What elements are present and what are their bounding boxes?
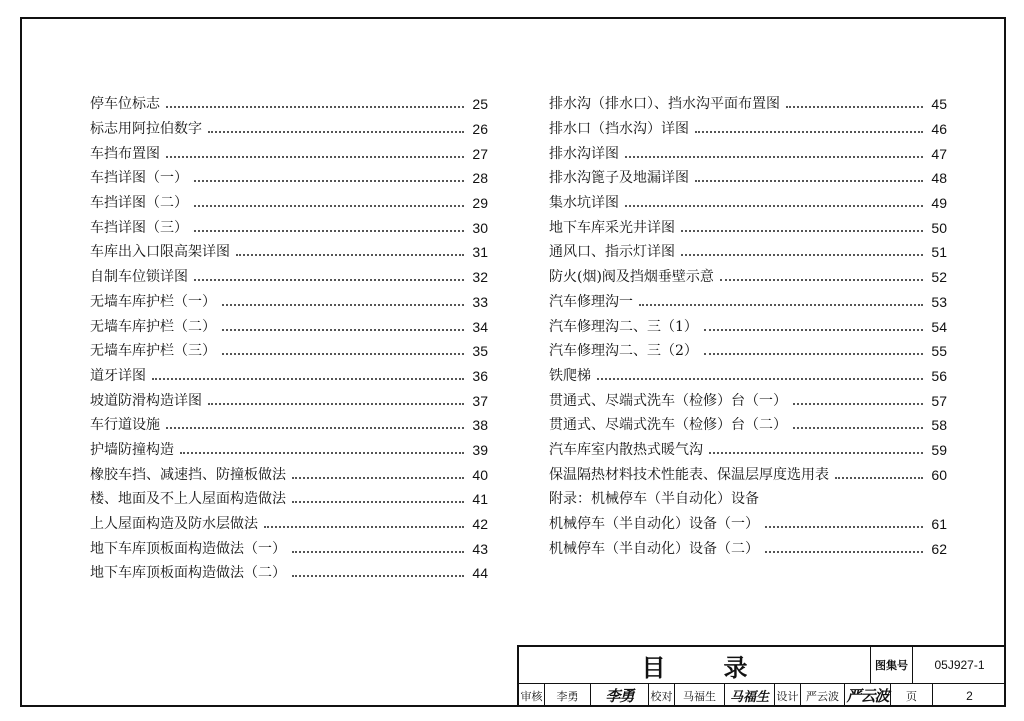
toc-entry: [90, 438, 488, 463]
toc-entry: [549, 117, 947, 142]
toc-entry: [549, 215, 947, 240]
toc-entry-page: 55: [931, 343, 947, 360]
toc-entry-title: 楼、地面及不上人屋面构造做法: [90, 491, 286, 508]
toc-entry-page: 41: [472, 491, 488, 508]
toc-leader-dots: [720, 279, 923, 281]
toc-entry-page: 52: [931, 269, 947, 286]
toc-entry-page: 48: [931, 170, 947, 187]
toc-entry-title: 排水口（挡水沟）详图: [549, 121, 689, 138]
toc-entry: [549, 487, 947, 512]
toc-leader-dots: [695, 131, 923, 133]
atlas-number: 05J927-1: [913, 647, 1006, 684]
toc-leader-dots: [625, 156, 923, 158]
toc-entry-page: 37: [472, 392, 488, 409]
toc-entry-page: 39: [472, 441, 488, 458]
toc-entry-title: 地下车库采光井详图: [549, 219, 675, 236]
toc-entry: [549, 413, 947, 438]
toc-entry-page: 43: [472, 540, 488, 557]
toc-entry-title: 自制车位锁详图: [90, 269, 188, 286]
toc-entry-page: 40: [472, 466, 488, 483]
toc-entry: [90, 240, 488, 265]
toc-leader-dots: [786, 106, 923, 108]
toc-entry-title: 无墙车库护栏（二）: [90, 318, 216, 335]
toc-entry: [90, 141, 488, 166]
reviewer-signature: 李勇: [591, 684, 649, 707]
toc-entry-page: 34: [472, 318, 488, 335]
toc-entry-title: 机械停车（半自动化）设备（二）: [549, 540, 759, 557]
design-label: 设计: [775, 684, 801, 707]
toc-entry-title: 车库出入口限高架详图: [90, 244, 230, 261]
toc-entry-title: 上人屋面构造及防水层做法: [90, 516, 258, 533]
toc-entry-title: 车挡详图（一）: [90, 170, 188, 187]
toc-entry-page: 54: [931, 318, 947, 335]
toc-left-column: [90, 92, 488, 586]
toc-entry-title: 贯通式、尽端式洗车（检修）台（一）: [549, 392, 787, 409]
toc-entry: [549, 364, 947, 389]
checker-name: 马福生: [675, 684, 725, 707]
toc-entry-title: 车挡详图（二）: [90, 195, 188, 212]
reviewer-name: 李勇: [545, 684, 591, 707]
page-number: 2: [966, 688, 973, 703]
toc-entry: [90, 166, 488, 191]
toc-leader-dots: [681, 254, 923, 256]
review-label: 审核: [519, 684, 545, 707]
toc-entry: [90, 117, 488, 142]
toc-entry-title: 铁爬梯: [549, 367, 591, 384]
toc-leader-dots: [152, 378, 464, 380]
check-label: 校对: [649, 684, 675, 707]
toc-entry-page: 53: [931, 293, 947, 310]
toc-leader-dots: [709, 452, 923, 454]
toc-entry-page: 42: [472, 516, 488, 533]
toc-leader-dots: [208, 131, 464, 133]
toc-leader-dots: [292, 477, 464, 479]
designer-signature: 严云波: [845, 684, 891, 707]
toc-entry: [90, 536, 488, 561]
toc-entry-title: 排水沟篦子及地漏详图: [549, 170, 689, 187]
toc-entry: [549, 339, 947, 364]
toc-leader-dots: [194, 279, 464, 281]
toc-entry-page: 26: [472, 121, 488, 138]
toc-leader-dots: [166, 106, 464, 108]
toc-entry-page: 58: [931, 417, 947, 434]
toc-entry-title: 无墙车库护栏（三）: [90, 343, 216, 360]
toc-entry: [90, 92, 488, 117]
page-label: 页: [891, 684, 933, 707]
toc-entry: [549, 141, 947, 166]
toc-entry-title: 排水沟（排水口）、挡水沟平面布置图: [549, 96, 780, 113]
toc-entry-title: 坡道防滑构造详图: [90, 392, 202, 409]
toc-leader-dots: [765, 526, 923, 528]
toc-entry-page: 33: [472, 293, 488, 310]
toc-leader-dots: [695, 180, 923, 182]
toc-entry-page: 25: [472, 96, 488, 113]
toc-entry: [549, 388, 947, 413]
toc-entry-title: 通风口、指示灯详图: [549, 244, 675, 261]
toc-entry-page: 62: [931, 540, 947, 557]
toc-entry: [549, 92, 947, 117]
toc-entry-page: 27: [472, 145, 488, 162]
toc-leader-dots: [166, 427, 464, 429]
toc-entry-page: 28: [472, 170, 488, 187]
sheet-title: 目录: [519, 647, 871, 684]
toc-entry-title: 汽车修理沟二、三（2）: [549, 343, 698, 360]
toc-leader-dots: [222, 329, 464, 331]
toc-entry-title: 地下车库顶板面构造做法（二）: [90, 565, 286, 582]
toc-leader-dots: [180, 452, 464, 454]
toc-entry-title: 集水坑详图: [549, 195, 619, 212]
toc-entry-page: 36: [472, 367, 488, 384]
toc-leader-dots: [292, 501, 464, 503]
toc-entry-page: 51: [931, 244, 947, 261]
toc-leader-dots: [765, 551, 923, 553]
toc-entry-page: 57: [931, 392, 947, 409]
toc-entry-title: 标志用阿拉伯数字: [90, 121, 202, 138]
toc-entry-page: 60: [931, 466, 947, 483]
toc-leader-dots: [681, 230, 923, 232]
toc-entry: [90, 413, 488, 438]
toc-entry: [549, 240, 947, 265]
toc-entry: [549, 290, 947, 315]
toc-leader-dots: [166, 156, 464, 158]
toc-entry-title: 附录：机械停车（半自动化）设备: [549, 491, 759, 508]
toc-leader-dots: [639, 304, 923, 306]
toc-entry-page: 35: [472, 343, 488, 360]
toc-entry-page: 44: [472, 565, 488, 582]
toc-entry-title: 护墙防撞构造: [90, 441, 174, 458]
toc-entry-page: 45: [931, 96, 947, 113]
toc-entry: [90, 339, 488, 364]
atlas-number-label: 图集号: [871, 647, 913, 684]
toc-entry: [549, 166, 947, 191]
toc-entry-title: 汽车修理沟二、三（1）: [549, 318, 698, 335]
toc-entry: [90, 487, 488, 512]
toc-entry-page: 59: [931, 441, 947, 458]
toc-leader-dots: [222, 353, 464, 355]
toc-entry-title: 汽车库室内散热式暖气沟: [549, 441, 703, 458]
toc-entry: [90, 191, 488, 216]
toc-entry: [90, 512, 488, 537]
toc-entry: [90, 314, 488, 339]
toc-entry-page: 29: [472, 195, 488, 212]
toc-entry-page: 46: [931, 121, 947, 138]
toc-entry: [549, 314, 947, 339]
toc-leader-dots: [236, 254, 464, 256]
toc-entry-title: 防火(烟)阀及挡烟垂壁示意: [549, 269, 714, 286]
toc-entry: [549, 536, 947, 561]
toc-entry: [549, 265, 947, 290]
toc-leader-dots: [704, 353, 923, 355]
toc-entry: [90, 462, 488, 487]
toc-entry: [549, 438, 947, 463]
toc-leader-dots: [835, 477, 923, 479]
toc-entry: [90, 265, 488, 290]
toc-entry-title: 地下车库顶板面构造做法（一）: [90, 540, 286, 557]
toc-entry: [90, 215, 488, 240]
toc-entry-title: 汽车修理沟一: [549, 293, 633, 310]
toc-right-column: [549, 92, 947, 561]
toc-entry-title: 贯通式、尽端式洗车（检修）台（二）: [549, 417, 787, 434]
toc-entry: [549, 462, 947, 487]
toc-leader-dots: [793, 427, 923, 429]
title-block: [517, 645, 1006, 707]
toc-entry: [90, 364, 488, 389]
toc-entry-page: 30: [472, 219, 488, 236]
toc-entry-page: 38: [472, 417, 488, 434]
toc-entry: [549, 191, 947, 216]
toc-entry-page: 50: [931, 219, 947, 236]
toc-leader-dots: [597, 378, 923, 380]
toc-entry-title: 车行道设施: [90, 417, 160, 434]
toc-entry-title: 橡胶车挡、减速挡、防撞板做法: [90, 466, 286, 483]
toc-entry-title: 机械停车（半自动化）设备（一）: [549, 516, 759, 533]
toc-entry-title: 排水沟详图: [549, 145, 619, 162]
toc-entry: [90, 561, 488, 586]
toc-entry-page: 49: [931, 195, 947, 212]
toc-leader-dots: [194, 230, 464, 232]
toc-entry-page: 32: [472, 269, 488, 286]
toc-leader-dots: [292, 551, 464, 553]
checker-signature: 马福生: [725, 684, 775, 707]
toc-entry-page: 47: [931, 145, 947, 162]
toc-entry-page: 31: [472, 244, 488, 261]
toc-leader-dots: [264, 526, 464, 528]
toc-leader-dots: [194, 180, 464, 182]
toc-entry-title: 保温隔热材料技术性能表、保温层厚度选用表: [549, 466, 829, 483]
toc-entry-page: 56: [931, 367, 947, 384]
toc-entry-title: 停车位标志: [90, 96, 160, 113]
toc-entry-title: 车挡详图（三）: [90, 219, 188, 236]
toc-entry-title: 无墙车库护栏（一）: [90, 293, 216, 310]
toc-entry-title: 道牙详图: [90, 367, 146, 384]
toc-entry: [90, 290, 488, 315]
toc-leader-dots: [222, 304, 464, 306]
toc-leader-dots: [793, 403, 923, 405]
toc-leader-dots: [208, 403, 464, 405]
toc-leader-dots: [194, 205, 464, 207]
designer-name: 严云波: [801, 684, 845, 707]
toc-entry-title: 车挡布置图: [90, 145, 160, 162]
toc-entry-page: 61: [931, 516, 947, 533]
toc-entry: [90, 388, 488, 413]
toc-leader-dots: [704, 329, 923, 331]
toc-entry: [549, 512, 947, 537]
signature-row: [519, 684, 1006, 707]
toc-leader-dots: [292, 575, 464, 577]
toc-leader-dots: [625, 205, 923, 207]
